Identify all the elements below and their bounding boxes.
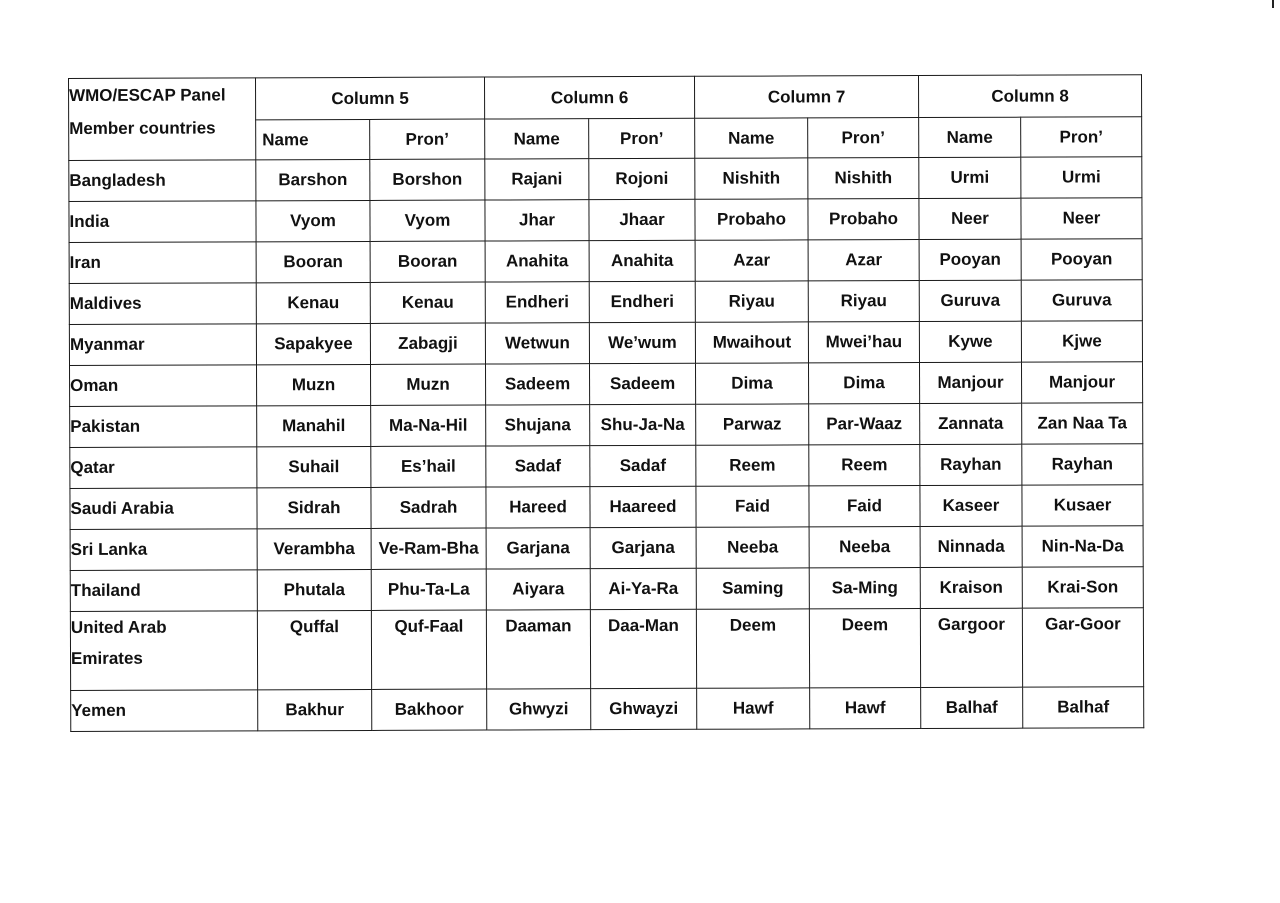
name-cell: Booran	[256, 241, 370, 282]
pronunciation-cell: Bakhoor	[372, 689, 487, 730]
table-row	[69, 321, 1142, 366]
subheader-name: Name	[919, 117, 1021, 157]
pronunciation-cell: Daa-Man	[590, 609, 696, 688]
pronunciation-cell: Azar	[808, 240, 919, 281]
table-row	[69, 198, 1142, 243]
name-cell: Hareed	[486, 487, 590, 528]
table-row	[71, 687, 1144, 732]
name-cell: Kraison	[920, 567, 1022, 608]
pronunciation-cell: Borshon	[370, 159, 485, 200]
name-cell: Saming	[696, 568, 809, 609]
table-row	[70, 608, 1143, 691]
subheader-pron: Pron’	[808, 118, 919, 158]
pronunciation-cell: Anahita	[589, 240, 695, 281]
name-cell: Sadaf	[486, 446, 590, 487]
pronunciation-cell: Nishith	[808, 158, 919, 199]
table-body	[69, 157, 1144, 732]
subheader-pron: Pron’	[1021, 117, 1142, 157]
pronunciation-cell: Vyom	[370, 200, 485, 241]
name-cell: Dima	[695, 363, 808, 404]
table-row	[70, 567, 1143, 612]
name-cell: Kywe	[919, 321, 1021, 362]
pronunciation-cell: Sa-Ming	[809, 568, 920, 609]
name-cell: Garjana	[486, 528, 590, 569]
cyclone-names-table	[68, 74, 1144, 732]
country-cell: Pakistan	[70, 406, 257, 448]
country-cell: Yemen	[71, 690, 258, 732]
name-cell: Manahil	[257, 405, 371, 446]
pronunciation-cell: Ma-Na-Hil	[371, 405, 486, 446]
pronunciation-cell: Sadeem	[590, 363, 696, 404]
pronunciation-cell: Reem	[809, 445, 920, 486]
table-row	[70, 526, 1143, 571]
country-name-line: Emirates	[70, 648, 143, 668]
pronunciation-cell: Ghwayzi	[591, 688, 697, 729]
subheader-pron: Pron’	[589, 118, 695, 158]
table-row	[69, 280, 1142, 325]
name-cell: Wetwun	[485, 323, 589, 364]
country-cell: Iran	[69, 242, 256, 284]
name-cell: Quffal	[257, 610, 371, 689]
pronunciation-cell: Krai-Son	[1022, 567, 1143, 608]
name-cell: Shujana	[486, 405, 590, 446]
pronunciation-cell: Sadaf	[590, 445, 696, 486]
pronunciation-cell: Hawf	[810, 688, 921, 729]
name-cell: Muzn	[257, 364, 371, 405]
pronunciation-cell: Faid	[809, 486, 920, 527]
country-cell	[70, 611, 257, 691]
pronunciation-cell: Endheri	[589, 281, 695, 322]
name-cell: Suhail	[257, 446, 371, 487]
name-cell: Endheri	[485, 282, 589, 323]
name-cell: Sidrah	[257, 487, 371, 528]
pronunciation-cell: We’wum	[589, 322, 695, 363]
name-cell: Gargoor	[920, 608, 1022, 687]
name-cell: Verambha	[257, 528, 371, 569]
name-cell: Ninnada	[920, 526, 1022, 567]
pronunciation-cell: Ve-Ram-Bha	[371, 528, 486, 569]
name-cell: Sadeem	[486, 364, 590, 405]
pronunciation-cell: Mwei’hau	[808, 322, 919, 363]
name-cell: Jhar	[485, 200, 589, 241]
name-cell: Parwaz	[696, 404, 809, 445]
pronunciation-cell: Muzn	[371, 364, 486, 405]
pronunciation-cell: Kusaer	[1022, 485, 1143, 526]
name-cell: Neeba	[696, 527, 809, 568]
pronunciation-cell: Neeba	[809, 527, 920, 568]
name-cell: Balhaf	[921, 687, 1023, 728]
country-cell: Myanmar	[69, 324, 256, 366]
name-cell: Urmi	[919, 157, 1021, 198]
table-row	[70, 444, 1143, 489]
column-group-7: Column 7	[694, 76, 918, 119]
column-group-8: Column 8	[918, 75, 1141, 118]
pronunciation-cell: Booran	[370, 241, 485, 282]
country-cell: Oman	[70, 365, 257, 407]
name-cell: Reem	[696, 445, 809, 486]
pronunciation-cell: Es’hail	[371, 446, 486, 487]
name-cell: Faid	[696, 486, 809, 527]
subheader-name: Name	[256, 119, 370, 159]
pronunciation-cell: Haareed	[590, 486, 696, 527]
pronunciation-cell: Rojoni	[589, 158, 695, 199]
pronunciation-cell: Gar-Goor	[1022, 608, 1143, 687]
name-cell: Anahita	[485, 241, 589, 282]
country-cell: Qatar	[70, 447, 257, 489]
pronunciation-cell: Pooyan	[1021, 239, 1142, 280]
country-cell: Bangladesh	[69, 160, 256, 202]
pronunciation-cell: Rayhan	[1022, 444, 1143, 485]
pronunciation-cell: Phu-Ta-La	[371, 569, 486, 610]
name-cell: Aiyara	[486, 569, 590, 610]
name-cell: Azar	[695, 240, 808, 281]
country-cell: Saudi Arabia	[70, 488, 257, 530]
name-cell: Kaseer	[920, 485, 1022, 526]
pronunciation-cell: Balhaf	[1023, 687, 1144, 728]
pronunciation-cell: Par-Waaz	[809, 404, 920, 445]
name-cell: Daaman	[486, 610, 590, 689]
table-row	[69, 157, 1142, 202]
subheader-name: Name	[695, 118, 808, 158]
scan-edge-mark	[1272, 0, 1274, 8]
header-row-groups	[69, 75, 1142, 121]
pronunciation-cell: Urmi	[1021, 157, 1142, 198]
pronunciation-cell: Zan Naa Ta	[1022, 403, 1143, 444]
pronunciation-cell: Probaho	[808, 199, 919, 240]
pronunciation-cell: Quf-Faal	[371, 610, 486, 689]
country-cell: Thailand	[70, 570, 257, 612]
country-name-line: United Arab	[70, 617, 167, 637]
subheader-pron: Pron’	[370, 119, 485, 159]
name-cell: Mwaihout	[695, 322, 808, 363]
pronunciation-cell: Kenau	[370, 282, 485, 323]
name-cell: Deem	[696, 609, 809, 688]
name-cell: Bakhur	[258, 689, 372, 730]
header-line-1: WMO/ESCAP Panel	[69, 85, 226, 105]
name-cell: Rajani	[485, 159, 589, 200]
name-cell: Zannata	[920, 403, 1022, 444]
table-row	[70, 362, 1143, 407]
pronunciation-cell: Shu-Ja-Na	[590, 404, 696, 445]
pronunciation-cell: Manjour	[1021, 362, 1142, 403]
pronunciation-cell: Dima	[808, 363, 919, 404]
pronunciation-cell: Neer	[1021, 198, 1142, 239]
name-cell: Kenau	[256, 282, 370, 323]
pronunciation-cell: Jhaar	[589, 199, 695, 240]
name-cell: Phutala	[257, 569, 371, 610]
name-cell: Ghwyzi	[487, 689, 591, 730]
name-cell: Vyom	[256, 200, 370, 241]
name-cell: Guruva	[919, 280, 1021, 321]
pronunciation-cell: Guruva	[1021, 280, 1142, 321]
name-cell: Probaho	[695, 199, 808, 240]
table-row	[69, 239, 1142, 284]
pronunciation-cell: Kjwe	[1021, 321, 1142, 362]
country-cell: Sri Lanka	[70, 529, 257, 571]
country-cell: Maldives	[69, 283, 256, 325]
name-cell: Manjour	[919, 362, 1021, 403]
member-countries-header	[69, 78, 256, 161]
table-row	[70, 403, 1143, 448]
name-cell: Sapakyee	[256, 323, 370, 364]
pronunciation-cell: Zabagji	[370, 323, 485, 364]
country-cell: India	[69, 201, 256, 243]
column-group-5: Column 5	[256, 77, 485, 120]
subheader-name: Name	[485, 119, 589, 159]
table-row	[70, 485, 1143, 530]
pronunciation-cell: Nin-Na-Da	[1022, 526, 1143, 567]
name-cell: Pooyan	[919, 239, 1021, 280]
name-cell: Nishith	[695, 158, 808, 199]
name-cell: Rayhan	[920, 444, 1022, 485]
name-cell: Neer	[919, 198, 1021, 239]
pronunciation-cell: Riyau	[808, 281, 919, 322]
column-group-6: Column 6	[484, 76, 694, 119]
name-cell: Riyau	[695, 281, 808, 322]
name-cell: Hawf	[697, 688, 810, 729]
header-line-2: Member countries	[69, 118, 216, 138]
pronunciation-cell: Sadrah	[371, 487, 486, 528]
name-cell: Barshon	[256, 159, 370, 200]
pronunciation-cell: Garjana	[590, 527, 696, 568]
pronunciation-cell: Deem	[809, 609, 920, 688]
pronunciation-cell: Ai-Ya-Ra	[590, 568, 696, 609]
